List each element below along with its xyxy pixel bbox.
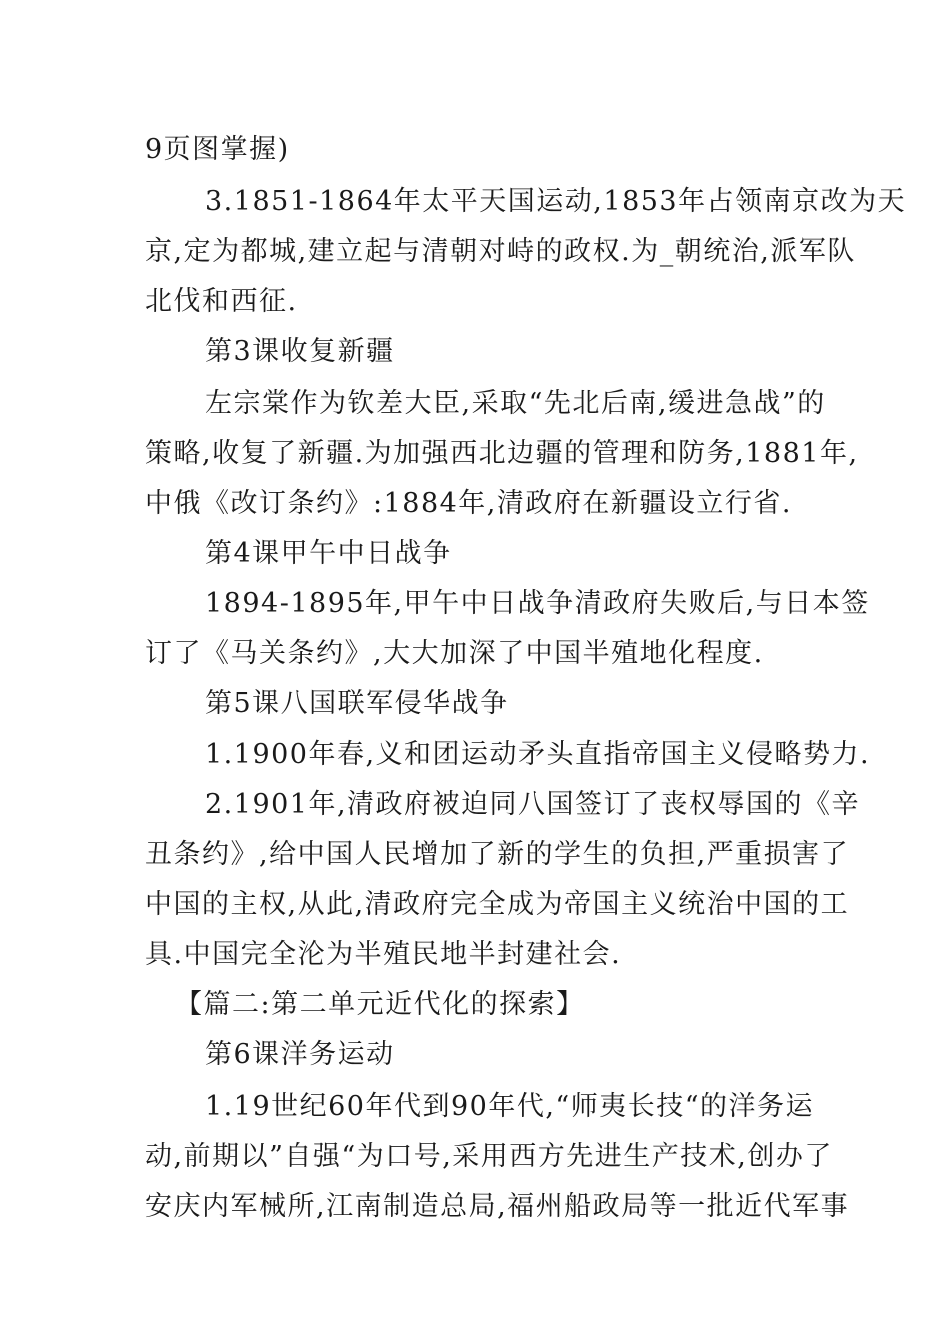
text-line: 中国的主权,从此,清政府完全成为帝国主义统治中国的工: [145, 889, 850, 920]
text-line: 3.1851-1864年太平天国运动,1853年占领南京改为天: [205, 186, 907, 217]
text-line: 2.1901年,清政府被迫同八国签订了丧权辱国的《辛: [205, 789, 861, 820]
text-line: 具.中国完全沦为半殖民地半封建社会.: [145, 939, 622, 970]
text-line: 北伐和西征.: [145, 286, 298, 317]
text-line: 1.1900年春,义和团运动矛头直指帝国主义侵略势力.: [205, 739, 871, 770]
section-heading: 第3课收复新疆: [205, 336, 395, 367]
text-line: 9页图掌握): [145, 134, 290, 165]
text-line: 订了《马关条约》,大大加深了中国半殖地化程度.: [145, 638, 764, 669]
text-line: 中俄《改订条约》:1884年,清政府在新疆设立行省.: [145, 488, 792, 519]
text-line: 1894-1895年,甲午中日战争清政府失败后,与日本签: [205, 588, 870, 619]
text-line: 动,前期以”自强“为口号,采用西方先进生产技术,创办了: [145, 1141, 833, 1172]
text-line: 左宗棠作为钦差大臣,采取“先北后南,缓进急战”的: [205, 388, 826, 419]
text-line: 丑条约》,给中国人民增加了新的学生的负担,严重损害了: [145, 839, 850, 870]
text-line: 安庆内军械所,江南制造总局,福州船政局等一批近代军事: [145, 1191, 850, 1222]
section-heading: 第4课甲午中日战争: [205, 538, 452, 569]
section-heading: 第5课八国联军侵华战争: [205, 688, 509, 719]
section-heading: 第6课洋务运动: [205, 1039, 395, 1070]
text-line: 京,定为都城,建立起与清朝对峙的政权.为_朝统治,派军队: [145, 236, 856, 267]
text-line: 策略,收复了新疆.为加强西北边疆的管理和防务,1881年,: [145, 438, 859, 469]
chapter-heading: 【篇二:第二单元近代化的探索】: [175, 989, 585, 1020]
text-line: 1.19世纪60年代到90年代,“师夷长技“的洋务运: [205, 1091, 815, 1122]
